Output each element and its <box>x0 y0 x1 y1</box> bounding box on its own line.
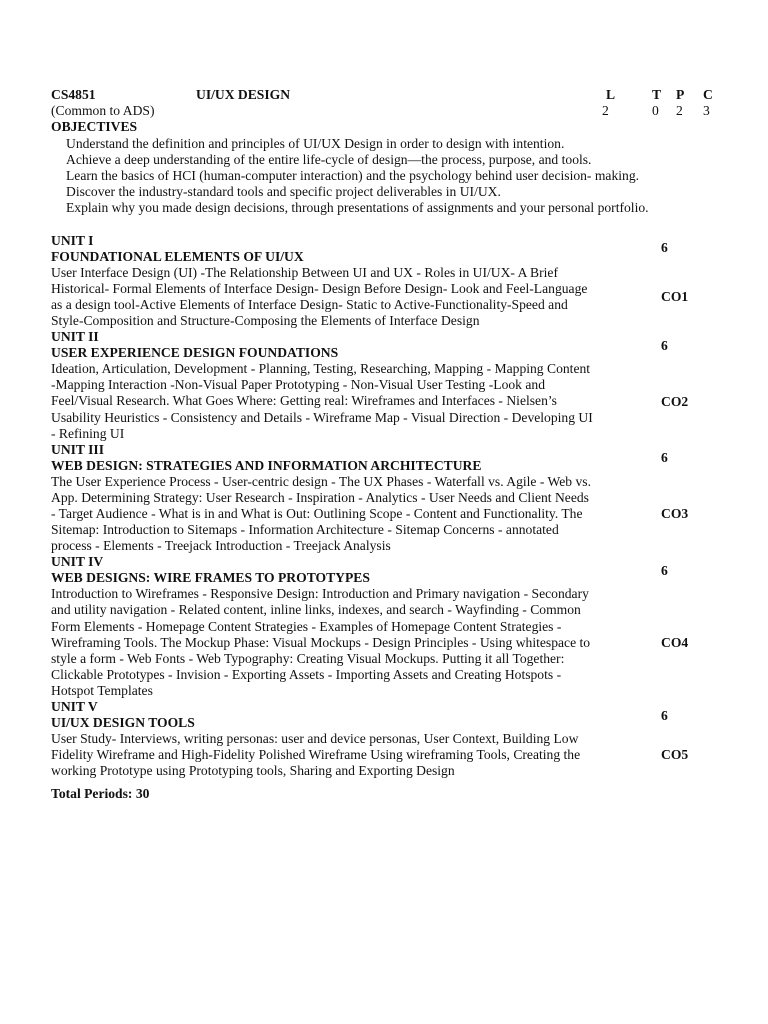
unit-hours: 6 <box>661 450 668 465</box>
objective-item: Discover the industry-standard tools and specific project deliverables in UI/UX. <box>66 184 501 199</box>
unit-content-line: and utility navigation - Related content, inline links, indexes, and search - Wayfinding - Common <box>51 602 581 617</box>
unit-content-line: Hotspot Templates <box>51 683 153 698</box>
unit-content-line: App. Determining Strategy: User Research - Inspiration - Analytics - User Needs and Client Needs <box>51 490 589 505</box>
ltpc-label-c: C <box>703 87 713 102</box>
unit-content-line: working Prototype using Prototyping tools, Sharing and Exporting Design <box>51 763 455 778</box>
unit-content-line: process - Elements - Treejack Introduction - Treejack Analysis <box>51 538 391 553</box>
unit-co: CO5 <box>661 747 689 762</box>
course-common-note: (Common to ADS) <box>51 103 155 118</box>
course-title: UI/UX DESIGN <box>196 87 291 102</box>
unit-content-line: Usability Heuristics - Consistency and Details - Wireframe Map - Visual Direction - Developing UI <box>51 410 593 425</box>
ltpc-label-p: P <box>676 87 685 102</box>
unit-co: CO1 <box>661 289 689 304</box>
unit-content-line: User Study- Interviews, writing personas: user and device personas, User Context, Building Low <box>51 731 579 746</box>
unit-hours: 6 <box>661 563 668 578</box>
ltpc-label-l: L <box>606 87 616 102</box>
unit-content-line: - Refining UI <box>51 426 125 441</box>
unit-label: UNIT II <box>51 329 99 344</box>
unit-content-line: Wireframing Tools. The Mockup Phase: Visual Mockups - Design Principles - Using whitespace to <box>51 635 591 650</box>
ltpc-label-t: T <box>652 87 662 102</box>
unit-content-line: User Interface Design (UI) -The Relationship Between UI and UX - Roles in UI/UX- A Brief <box>51 265 558 280</box>
unit-content-line: Form Elements - Homepage Content Strategies - Examples of Homepage Content Strategies - <box>51 619 562 634</box>
unit-hours: 6 <box>661 338 668 353</box>
unit-label: UNIT V <box>51 699 98 714</box>
objective-item: Explain why you made design decisions, through presentations of assignments and your personal portfolio. <box>66 200 649 215</box>
unit-label: UNIT III <box>51 442 105 457</box>
unit-content-line: Style-Composition and Structure-Composing the Elements of Interface Design <box>51 313 480 328</box>
unit-co: CO2 <box>661 394 689 409</box>
unit-content-line: The User Experience Process - User-centric design - The UX Phases - Waterfall vs. Agile - Web vs. <box>51 474 591 489</box>
objective-item: Achieve a deep understanding of the entire life-cycle of design—the process, purpose, and tools. <box>66 152 592 167</box>
unit-content-line: as a design tool-Active Elements of Interface Design- Static to Active-Functionality-Speed and <box>51 297 568 312</box>
unit-content-line: Historical- Formal Elements of Interface Design- Design Before Design- Look and Feel-Language <box>51 281 588 296</box>
unit-title: UI/UX DESIGN TOOLS <box>51 715 195 730</box>
unit-content-line: -Mapping Interaction -Non-Visual Paper Prototyping - Non-Visual User Testing -Look and <box>51 377 545 392</box>
unit-content-line: Clickable Prototypes - Invision - Exporting Assets - Importing Assets and Creating Hotspots - <box>51 667 562 682</box>
objective-item: Understand the definition and principles of UI/UX Design in order to design with intention. <box>66 136 565 151</box>
ltpc-value-p: 2 <box>676 103 683 118</box>
unit-title: USER EXPERIENCE DESIGN FOUNDATIONS <box>51 345 339 360</box>
ltpc-value-c: 3 <box>703 103 710 118</box>
unit-content-line: Sitemap: Introduction to Sitemaps - Information Architecture - Sitemap Concerns - annotated <box>51 522 559 537</box>
unit-hours: 6 <box>661 708 668 723</box>
unit-content-line: Ideation, Articulation, Development - Planning, Testing, Researching, Mapping - Mapping Content <box>51 361 591 376</box>
objective-item: Learn the basics of HCI (human-computer interaction) and the psychology behind user decision- making. <box>66 168 640 183</box>
course-code: CS4851 <box>51 87 96 102</box>
ltpc-value-t: 0 <box>652 103 659 118</box>
unit-title: WEB DESIGN: STRATEGIES AND INFORMATION ARCHITECTURE <box>51 458 482 473</box>
unit-content-line: style a form - Web Fonts - Web Typography: Creating Visual Mockups. Putting it all Together: <box>51 651 565 666</box>
objectives-heading: OBJECTIVES <box>51 119 138 134</box>
unit-title: FOUNDATIONAL ELEMENTS OF UI/UX <box>51 249 304 264</box>
unit-title: WEB DESIGNS: WIRE FRAMES TO PROTOTYPES <box>51 570 370 585</box>
unit-co: CO3 <box>661 506 689 521</box>
unit-label: UNIT I <box>51 233 94 248</box>
total-periods: Total Periods: 30 <box>51 786 150 801</box>
unit-content-line: Fidelity Wireframe and High-Fidelity Polished Wireframe Using wireframing Tools, Creating the <box>51 747 581 762</box>
unit-content-line: - Target Audience - What is in and What is Out: Outlining Scope - Content and Functionality. The <box>51 506 583 521</box>
unit-content-line: Feel/Visual Research. What Goes Where: Getting real: Wireframes and Interfaces - Nielsen’s <box>51 393 557 408</box>
unit-label: UNIT IV <box>51 554 104 569</box>
unit-co: CO4 <box>661 635 689 650</box>
unit-content-line: Introduction to Wireframes - Responsive Design: Introduction and Primary navigation - Secondary <box>51 586 589 601</box>
unit-hours: 6 <box>661 240 668 255</box>
ltpc-value-l: 2 <box>602 103 609 118</box>
